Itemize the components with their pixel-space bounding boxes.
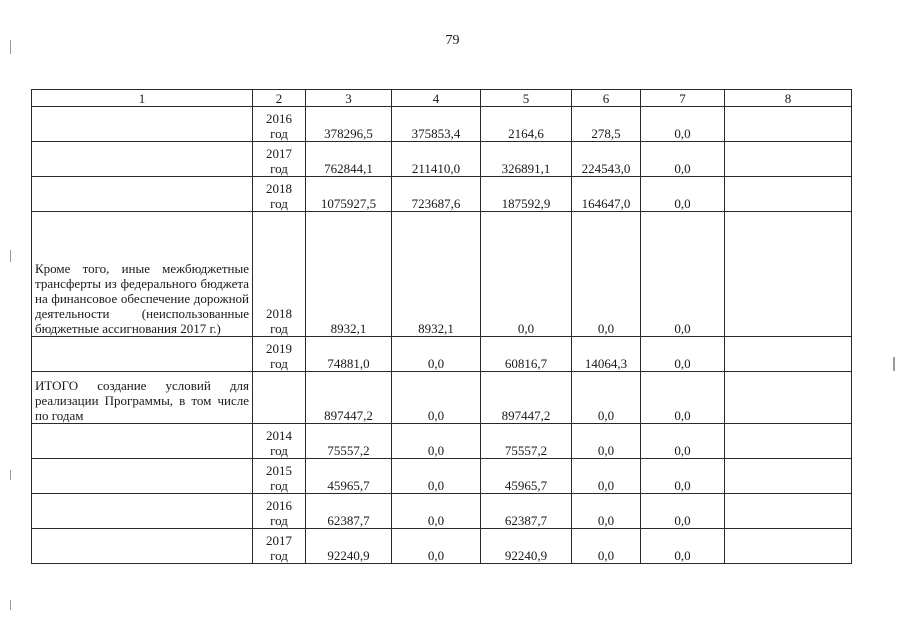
row-description: ИТОГО создание условий для реализации Программы, в том числе по годам — [32, 372, 253, 424]
cell-col7: 0,0 — [641, 337, 725, 372]
cell-col5: 897447,2 — [481, 372, 572, 424]
cell-col3: 62387,7 — [306, 494, 392, 529]
scan-mark — [10, 40, 11, 54]
cell-col4: 0,0 — [392, 459, 481, 494]
cell-col3: 74881,0 — [306, 337, 392, 372]
column-header: 5 — [481, 90, 572, 107]
cell-col8 — [725, 529, 852, 564]
column-header: 4 — [392, 90, 481, 107]
cell-col3: 762844,1 — [306, 142, 392, 177]
cell-col7: 0,0 — [641, 494, 725, 529]
row-year: 2018 год — [253, 177, 306, 212]
cell-col6: 224543,0 — [572, 142, 641, 177]
row-year: 2014 год — [253, 424, 306, 459]
cell-col8 — [725, 494, 852, 529]
cell-col4: 723687,6 — [392, 177, 481, 212]
cell-col6: 0,0 — [572, 459, 641, 494]
column-header: 1 — [32, 90, 253, 107]
cell-col8 — [725, 107, 852, 142]
cell-col7: 0,0 — [641, 142, 725, 177]
scan-mark — [10, 470, 11, 480]
cell-col4: 0,0 — [392, 529, 481, 564]
cell-col6: 14064,3 — [572, 337, 641, 372]
table-row — [32, 372, 852, 424]
cell-col6: 0,0 — [572, 529, 641, 564]
row-year: 2019 год — [253, 337, 306, 372]
table-row — [32, 494, 852, 529]
table-row — [32, 529, 852, 564]
row-year: 2017 год — [253, 142, 306, 177]
cell-col3: 897447,2 — [306, 372, 392, 424]
budget-table — [31, 89, 852, 564]
cell-col7: 0,0 — [641, 459, 725, 494]
cell-col6: 0,0 — [572, 212, 641, 337]
cell-col4: 8932,1 — [392, 212, 481, 337]
cell-col7: 0,0 — [641, 107, 725, 142]
column-header: 6 — [572, 90, 641, 107]
cell-col6: 0,0 — [572, 372, 641, 424]
column-header: 2 — [253, 90, 306, 107]
cell-col5: 0,0 — [481, 212, 572, 337]
table-row — [32, 107, 852, 142]
cell-col7: 0,0 — [641, 372, 725, 424]
cell-col7: 0,0 — [641, 529, 725, 564]
cell-col5: 326891,1 — [481, 142, 572, 177]
row-description — [32, 177, 253, 212]
cell-col7: 0,0 — [641, 212, 725, 337]
cell-col3: 75557,2 — [306, 424, 392, 459]
cell-col6: 0,0 — [572, 424, 641, 459]
cell-col8 — [725, 459, 852, 494]
cell-col4: 375853,4 — [392, 107, 481, 142]
row-year: 2017 год — [253, 529, 306, 564]
row-year — [253, 372, 306, 424]
row-year: 2016 год — [253, 494, 306, 529]
row-year: 2016 год — [253, 107, 306, 142]
table-row — [32, 337, 852, 372]
row-description — [32, 424, 253, 459]
cell-col3: 378296,5 — [306, 107, 392, 142]
table-row — [32, 177, 852, 212]
scan-mark — [10, 600, 11, 610]
column-header: 7 — [641, 90, 725, 107]
column-header: 3 — [306, 90, 392, 107]
cell-col3: 1075927,5 — [306, 177, 392, 212]
cell-col7: 0,0 — [641, 177, 725, 212]
cell-col4: 0,0 — [392, 372, 481, 424]
cell-col3: 45965,7 — [306, 459, 392, 494]
row-description — [32, 459, 253, 494]
cell-col8 — [725, 337, 852, 372]
row-description — [32, 142, 253, 177]
cell-col5: 2164,6 — [481, 107, 572, 142]
cell-col6: 0,0 — [572, 494, 641, 529]
cell-col8 — [725, 142, 852, 177]
page-number: 79 — [445, 33, 460, 48]
cell-col3: 8932,1 — [306, 212, 392, 337]
table-row — [32, 212, 852, 337]
cell-col6: 164647,0 — [572, 177, 641, 212]
cell-col4: 0,0 — [392, 424, 481, 459]
row-year: 2015 год — [253, 459, 306, 494]
table-row — [32, 142, 852, 177]
cell-col4: 0,0 — [392, 337, 481, 372]
table-row — [32, 424, 852, 459]
cell-col4: 0,0 — [392, 494, 481, 529]
cell-col5: 62387,7 — [481, 494, 572, 529]
row-description — [32, 337, 253, 372]
table-row — [32, 459, 852, 494]
table-header — [32, 90, 852, 107]
row-description: Кроме того, иные межбюджетные трансферты из федерального бюджета на финансовое обеспечение дорожной деятельности (неиспользованные бюджетные ассигнования 2017 г.) — [32, 212, 253, 337]
column-header: 8 — [725, 90, 852, 107]
cell-col4: 211410,0 — [392, 142, 481, 177]
cell-col3: 92240,9 — [306, 529, 392, 564]
header-row — [32, 90, 852, 107]
row-description — [32, 529, 253, 564]
scan-mark — [893, 357, 895, 371]
cell-col8 — [725, 177, 852, 212]
cell-col8 — [725, 372, 852, 424]
cell-col5: 187592,9 — [481, 177, 572, 212]
cell-col8 — [725, 424, 852, 459]
cell-col5: 75557,2 — [481, 424, 572, 459]
cell-col5: 60816,7 — [481, 337, 572, 372]
cell-col5: 92240,9 — [481, 529, 572, 564]
cell-col5: 45965,7 — [481, 459, 572, 494]
row-description — [32, 494, 253, 529]
row-description — [32, 107, 253, 142]
cell-col8 — [725, 212, 852, 337]
row-year: 2018 год — [253, 212, 306, 337]
cell-col6: 278,5 — [572, 107, 641, 142]
cell-col7: 0,0 — [641, 424, 725, 459]
scan-mark — [10, 250, 11, 262]
table-body — [32, 107, 852, 564]
